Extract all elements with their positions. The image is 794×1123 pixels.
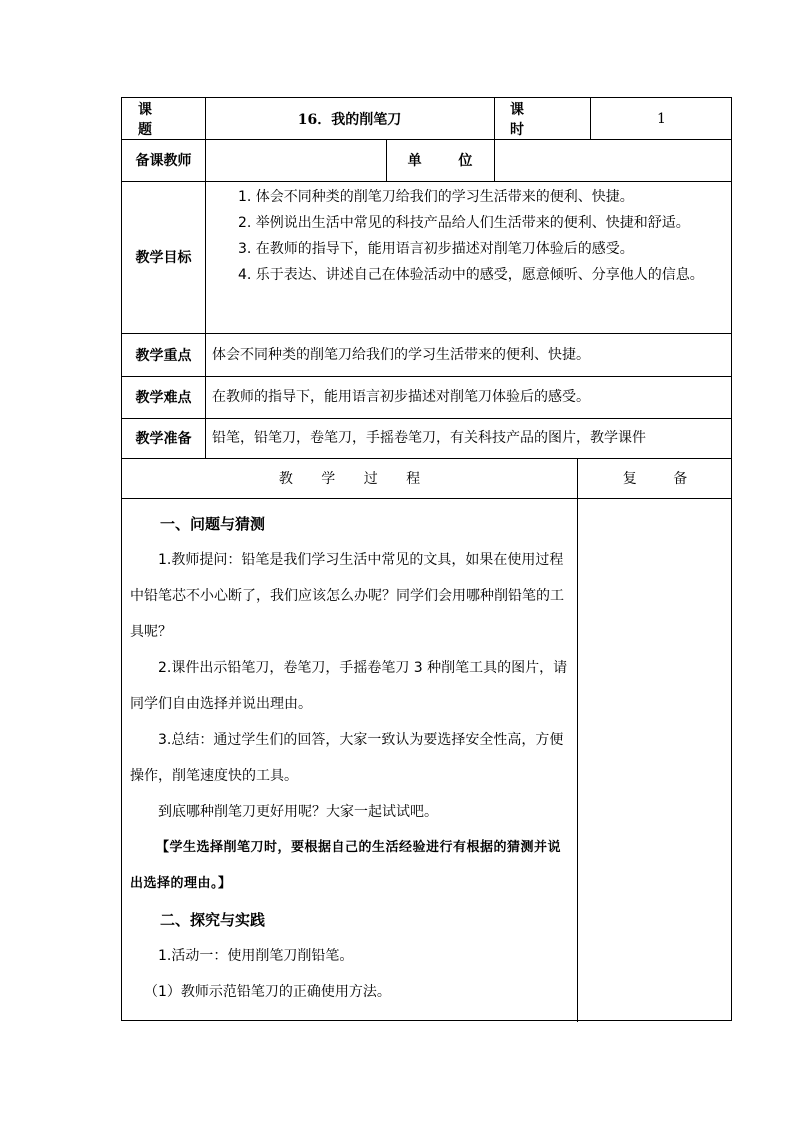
preparation-label: 教学准备: [135, 431, 192, 447]
difficulties-label: 教学难点: [135, 390, 192, 406]
topic-value: 16．我的削笔刀: [297, 111, 402, 128]
row-divider: [122, 181, 731, 182]
review-notes-cell: [577, 498, 733, 1022]
process-content: [130, 506, 570, 1016]
topic-label: 课 题: [138, 101, 168, 138]
section-title: 一、问题与猜测: [160, 515, 266, 533]
difficulties-value: 在教师的指导下，能用语言初步描述对削笔刀体验后的感受。: [212, 389, 590, 405]
unit-label: 单 位: [407, 153, 489, 169]
goal-item: 2. 举例说出生活中常见的科技产品给人们生活带来的便利、快捷和舒适。: [238, 215, 690, 231]
teacher-value: [205, 139, 386, 181]
paragraph: 到底哪种削笔刀更好用呢？大家一起试试吧。: [158, 804, 438, 820]
goals-label: 教学目标: [135, 250, 192, 266]
key-points-value: 体会不同种类的削笔刀给我们的学习生活带来的便利、快捷。: [212, 346, 590, 363]
paragraph: 1.教师提问：铅笔是我们学习生活中常见的文具，如果在使用过程中铅笔芯不小心断了，我们应该怎么办呢？同学们会用哪种削铅笔的工具呢？: [130, 552, 564, 640]
preparation-value: 铅笔，铅笔刀，卷笔刀，手摇卷笔刀，有关科技产品的图片，教学课件: [212, 430, 646, 446]
goals-content: [210, 184, 728, 332]
key-points-label: 教学重点: [135, 347, 192, 364]
period-value: 1: [657, 110, 666, 127]
paragraph: （1）教师示范铅笔刀的正确使用方法。: [144, 984, 391, 1000]
goal-item: 4. 乐于表达、讲述自己在体验活动中的感受，愿意倾听、分享他人的信息。: [238, 267, 704, 283]
paragraph: 3.总结：通过学生们的回答，大家一致认为要选择安全性高，方便操作，削笔速度快的工具。: [130, 732, 564, 784]
review-header: 复 备: [622, 471, 704, 487]
process-header: 教 学 过 程: [278, 471, 433, 487]
section-title: 二、探究与实践: [160, 911, 266, 929]
lesson-plan-table: [121, 97, 732, 1021]
teaching-note: 【学生选择削笔刀时，要根据自己的生活经验进行有根据的猜测并说出选择的理由。】: [130, 840, 562, 891]
period-label: 课 时: [510, 101, 540, 138]
unit-value: [494, 139, 733, 181]
goal-item: 1. 体会不同种类的削笔刀给我们的学习生活带来的便利、快捷。: [238, 189, 634, 205]
goal-item: 3. 在教师的指导下，能用语言初步描述对削笔刀体验后的感受。: [238, 241, 634, 257]
paragraph: 1.活动一：使用削笔刀削铅笔。: [158, 948, 354, 964]
teacher-label: 备课教师: [135, 153, 192, 169]
paragraph: 2.课件出示铅笔刀，卷笔刀，手摇卷笔刀 3 种削笔工具的图片，请同学们自由选择并说出理由。: [130, 660, 568, 712]
